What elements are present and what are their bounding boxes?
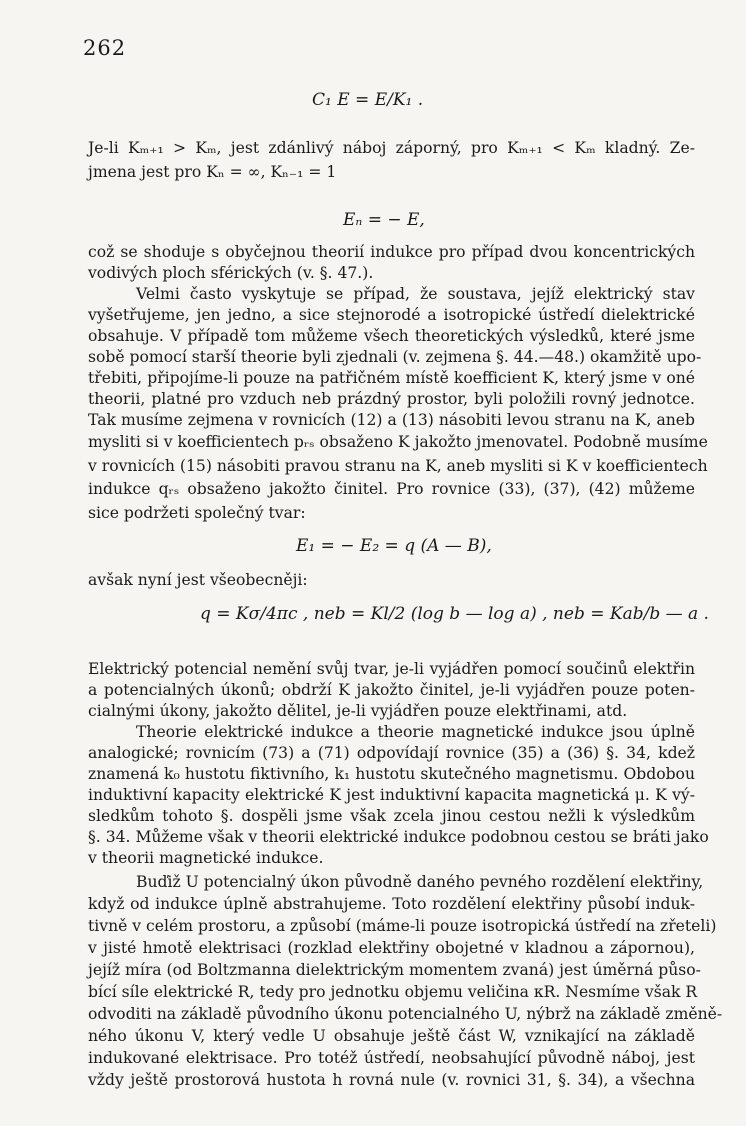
text-line: odvoditi na základě původního úkonu potencialného U, nýbrž na základě změně- — [88, 1005, 723, 1023]
text-line: jmena jest pro Kₙ = ∞, Kₙ₋₁ = 1 — [88, 163, 337, 181]
text-line: v jisté hmotě elektrisaci (rozklad elektřiny obojetné v kladnou a zápornou), — [88, 939, 695, 957]
text-line: avšak nyní jest všeobecněji: — [88, 571, 308, 589]
text-line: Theorie elektrické indukce a theorie magnetické indukce jsou úplně — [136, 723, 695, 741]
text-line: cialnými úkony, jakožto dělitel, je-li vyjádřen pouze elektřinami, atd. — [88, 702, 628, 720]
text-line: bící síle elektrické R, tedy pro jednotku objemu veličina κR. Nesmíme však R — [88, 983, 698, 1001]
text-line: sice podržeti společný tvar: — [88, 504, 306, 522]
text-line: tivně v celém prostoru, a způsobí (máme-li pouze isotropická ústředí na zřeteli) — [88, 917, 717, 935]
text-line: Je-li Kₘ₊₁ > Kₘ, jest zdánlivý náboj záporný, pro Kₘ₊₁ < Kₘ kladný. Ze- — [88, 139, 695, 157]
text-line: když od indukce úplně abstrahujeme. Toto rozdělení elektřiny působí induk- — [88, 895, 695, 913]
text-line: theorii, platné pro vzduch neb prázdný prostor, byli položili rovný jednotce. — [88, 390, 695, 408]
text-line: sobě pomocí starší theorie byli zjednali (v. zejmena §. 44.—48.) okamžitě upo- — [88, 348, 702, 366]
text-line: vyšetřujeme, jen jedno, a sice stejnorodé a isotropické ústředí dielektrické — [88, 306, 695, 324]
text-line: a potencialných úkonů; obdrží K jakožto činitel, je-li vyjádřen pouze poten- — [88, 681, 695, 699]
equation-2: Eₙ = − E, — [343, 210, 425, 230]
text-line: Elektrický potencial nemění svůj tvar, je-li vyjádřen pomocí součinů elektřin — [88, 660, 695, 678]
text-line: indukce qᵣₛ obsaženo jakožto činitel. Pro rovnice (33), (37), (42) můžeme — [88, 480, 695, 498]
equation-1 — [312, 90, 423, 110]
text-line: v theorii magnetické indukce. — [88, 849, 324, 867]
text-line: Buďiž U potencialný úkon původně daného pevného rozdělení elektřiny, — [136, 873, 704, 891]
equation-1-text: C₁ E = E/K₁ . — [312, 90, 424, 110]
text-line: indukované elektrisace. Pro totéž ústředí, neobsahující původně náboj, jest — [88, 1049, 695, 1067]
text-line: Velmi často vyskytuje se případ, že soustava, jejíž elektrický stav — [136, 285, 695, 303]
text-line: vždy ještě prostorová hustota h rovná nule (v. rovnici 31, §. 34), a všechna — [88, 1071, 695, 1089]
text-line: sledkům tohoto §. dospěli jsme však zcela jinou cestou nežli k výsledkům — [88, 807, 695, 825]
text-line: Tak musíme zejmena v rovnicích (12) a (13) násobiti levou stranu na K, aneb — [88, 411, 695, 429]
text-line: §. 34. Můžeme však v theorii elektrické indukce podobnou cestou se bráti jako — [88, 828, 709, 846]
text-line: analogické; rovnicím (73) a (71) odpovídají rovnice (35) a (36) §. 34, kdež — [88, 744, 695, 762]
text-line: v rovnicích (15) násobiti pravou stranu na K, aneb mysliti si K v koefficientech — [88, 457, 708, 475]
text-line: znamená k₀ hustotu fiktivního, k₁ hustotu skutečného magnetismu. Obdobou — [88, 765, 695, 783]
equation-4-text: q = Kσ/4πc , neb = Kl/2 (log b — log a) , neb = Kab/b — a . — [200, 604, 709, 624]
text-line: mysliti si v koefficientech pᵣₛ obsaženo K jakožto jmenovatel. Podobně musíme — [88, 433, 708, 451]
equation-4 — [200, 604, 709, 624]
text-line: třebiti, připojíme-li pouze na patřičném místě koefficient K, který jsme v oné — [88, 369, 695, 387]
text-line: jejíž míra (od Boltzmanna dielektrickým momentem zvaná) jest úměrná půso- — [88, 961, 701, 979]
text-line: vodivých ploch sférických (v. §. 47.). — [88, 264, 374, 282]
text-line: což se shoduje s obyčejnou theorií indukce pro případ dvou koncentrických — [88, 243, 695, 261]
text-line: induktivní kapacity elektrické K jest induktivní kapacita magnetická μ. K vý- — [88, 786, 695, 804]
text-line: obsahuje. V případě tom můžeme všech theoretických výsledků, které jsme — [88, 327, 695, 345]
page-number: 262 — [83, 36, 127, 60]
equation-3: E₁ = − E₂ = q (A — B), — [296, 536, 492, 556]
text-line: ného úkonu V, který vedle U obsahuje ještě část W, vznikající na základě — [88, 1027, 695, 1045]
